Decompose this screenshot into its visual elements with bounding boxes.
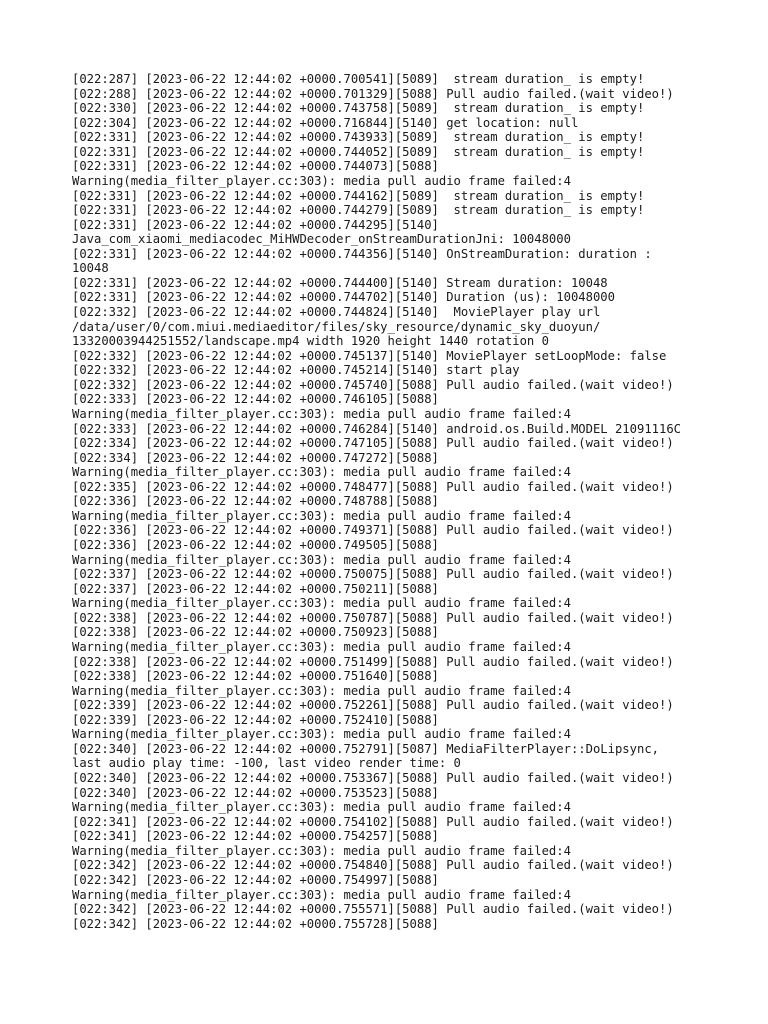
log-line: [022:339] [2023-06-22 12:44:02 +0000.752261][5088] Pull audio failed.(wait video!): [72, 698, 674, 713]
log-line: [022:333] [2023-06-22 12:44:02 +0000.746105][5088]: [72, 392, 439, 407]
log-line: [022:341] [2023-06-22 12:44:02 +0000.754257][5088]: [72, 829, 439, 844]
log-line: [022:338] [2023-06-22 12:44:02 +0000.751499][5088] Pull audio failed.(wait video!): [72, 654, 674, 669]
log-line: Warning(media_filter_player.cc:303): media pull audio frame failed:4: [72, 173, 571, 188]
log-line: 10048: [72, 261, 109, 276]
log-line: Warning(media_filter_player.cc:303): media pull audio frame failed:4: [72, 508, 571, 523]
log-line: [022:338] [2023-06-22 12:44:02 +0000.750923][5088]: [72, 625, 439, 640]
log-line: Warning(media_filter_player.cc:303): media pull audio frame failed:4: [72, 727, 571, 742]
log-line: [022:287] [2023-06-22 12:44:02 +0000.700541][5089] stream duration_ is empty!: [72, 72, 645, 86]
log-line: Warning(media_filter_player.cc:303): media pull audio frame failed:4: [72, 552, 571, 567]
log-line: [022:336] [2023-06-22 12:44:02 +0000.749505][5088]: [72, 538, 439, 552]
log-line: [022:304] [2023-06-22 12:44:02 +0000.716844][5140] get location: null: [72, 115, 579, 130]
log-line: [022:335] [2023-06-22 12:44:02 +0000.748477][5088] Pull audio failed.(wait video!): [72, 479, 674, 494]
log-line: Warning(media_filter_player.cc:303): media pull audio frame failed:4: [72, 406, 571, 421]
log-line: [022:332] [2023-06-22 12:44:02 +0000.745137][5140] MoviePlayer setLoopMode: false: [72, 348, 667, 363]
log-line: [022:331] [2023-06-22 12:44:02 +0000.744702][5140] Duration (us): 10048000: [72, 290, 615, 305]
log-line: [022:332] [2023-06-22 12:44:02 +0000.745740][5088] Pull audio failed.(wait video!): [72, 377, 674, 392]
log-line: [022:332] [2023-06-22 12:44:02 +0000.745214][5140] start play: [72, 363, 520, 378]
log-line: [022:342] [2023-06-22 12:44:02 +0000.754840][5088] Pull audio failed.(wait video!): [72, 858, 674, 873]
log-line: [022:288] [2023-06-22 12:44:02 +0000.701329][5088] Pull audio failed.(wait video!): [72, 86, 674, 101]
log-line: [022:339] [2023-06-22 12:44:02 +0000.752410][5088]: [72, 712, 439, 727]
log-line: [022:340] [2023-06-22 12:44:02 +0000.753367][5088] Pull audio failed.(wait video!): [72, 771, 674, 785]
log-line: [022:333] [2023-06-22 12:44:02 +0000.746284][5140] android.os.Build.MODEL 21091116C: [72, 421, 682, 436]
log-line: Warning(media_filter_player.cc:303): media pull audio frame failed:4: [72, 887, 571, 902]
log-line: [022:331] [2023-06-22 12:44:02 +0000.743933][5089] stream duration_ is empty!: [72, 130, 645, 145]
log-line: [022:331] [2023-06-22 12:44:02 +0000.744295][5140]: [72, 217, 439, 232]
log-line: Java_com_xiaomi_mediacodec_MiHWDecoder_onStreamDurationJni: 10048000: [72, 232, 571, 247]
log-line: [022:334] [2023-06-22 12:44:02 +0000.747105][5088] Pull audio failed.(wait video!): [72, 436, 674, 451]
log-line: [022:330] [2023-06-22 12:44:02 +0000.743758][5089] stream duration_ is empty!: [72, 101, 645, 116]
log-line: Warning(media_filter_player.cc:303): media pull audio frame failed:4: [72, 683, 571, 698]
log-line: [022:331] [2023-06-22 12:44:02 +0000.744073][5088]: [72, 159, 439, 174]
log-line: [022:342] [2023-06-22 12:44:02 +0000.755571][5088] Pull audio failed.(wait video!): [72, 902, 674, 917]
log-line: [022:338] [2023-06-22 12:44:02 +0000.751640][5088]: [72, 669, 439, 684]
log-line: [022:336] [2023-06-22 12:44:02 +0000.749371][5088] Pull audio failed.(wait video!): [72, 523, 674, 538]
log-line: /data/user/0/com.miui.mediaeditor/files/sky_resource/dynamic_sky_duoyun/: [72, 319, 601, 334]
log-line: [022:331] [2023-06-22 12:44:02 +0000.744356][5140] OnStreamDuration: duration :: [72, 246, 652, 261]
log-line: [022:332] [2023-06-22 12:44:02 +0000.744824][5140] MoviePlayer play url: [72, 305, 601, 319]
log-line: Warning(media_filter_player.cc:303): media pull audio frame failed:4: [72, 465, 571, 480]
log-line: [022:342] [2023-06-22 12:44:02 +0000.754997][5088]: [72, 872, 439, 887]
log-text-block: [72, 72, 732, 931]
log-line: [022:338] [2023-06-22 12:44:02 +0000.750787][5088] Pull audio failed.(wait video!): [72, 610, 674, 625]
log-line: [022:331] [2023-06-22 12:44:02 +0000.744400][5140] Stream duration: 10048: [72, 275, 608, 290]
log-line: [022:331] [2023-06-22 12:44:02 +0000.744279][5089] stream duration_ is empty!: [72, 203, 645, 218]
log-line: [022:341] [2023-06-22 12:44:02 +0000.754102][5088] Pull audio failed.(wait video!): [72, 814, 674, 829]
log-line: Warning(media_filter_player.cc:303): media pull audio frame failed:4: [72, 639, 571, 654]
log-line: [022:337] [2023-06-22 12:44:02 +0000.750211][5088]: [72, 581, 439, 596]
log-line: [022:331] [2023-06-22 12:44:02 +0000.744162][5089] stream duration_ is empty!: [72, 188, 645, 203]
log-line: [022:342] [2023-06-22 12:44:02 +0000.755728][5088]: [72, 916, 439, 931]
log-line: 13320003944251552/landscape.mp4 width 1920 height 1440 rotation 0: [72, 334, 549, 349]
log-line: Warning(media_filter_player.cc:303): media pull audio frame failed:4: [72, 800, 571, 815]
log-line: [022:331] [2023-06-22 12:44:02 +0000.744052][5089] stream duration_ is empty!: [72, 144, 645, 159]
log-line: [022:340] [2023-06-22 12:44:02 +0000.753523][5088]: [72, 785, 439, 800]
log-line: [022:340] [2023-06-22 12:44:02 +0000.752791][5087] MediaFilterPlayer::DoLipsync,: [72, 741, 659, 756]
log-line: [022:334] [2023-06-22 12:44:02 +0000.747272][5088]: [72, 450, 439, 465]
log-line: [022:337] [2023-06-22 12:44:02 +0000.750075][5088] Pull audio failed.(wait video!): [72, 567, 674, 582]
log-line: Warning(media_filter_player.cc:303): media pull audio frame failed:4: [72, 596, 571, 611]
log-line: Warning(media_filter_player.cc:303): media pull audio frame failed:4: [72, 843, 571, 858]
log-line: last audio play time: -100, last video render time: 0: [72, 756, 461, 771]
log-line: [022:336] [2023-06-22 12:44:02 +0000.748788][5088]: [72, 494, 439, 509]
